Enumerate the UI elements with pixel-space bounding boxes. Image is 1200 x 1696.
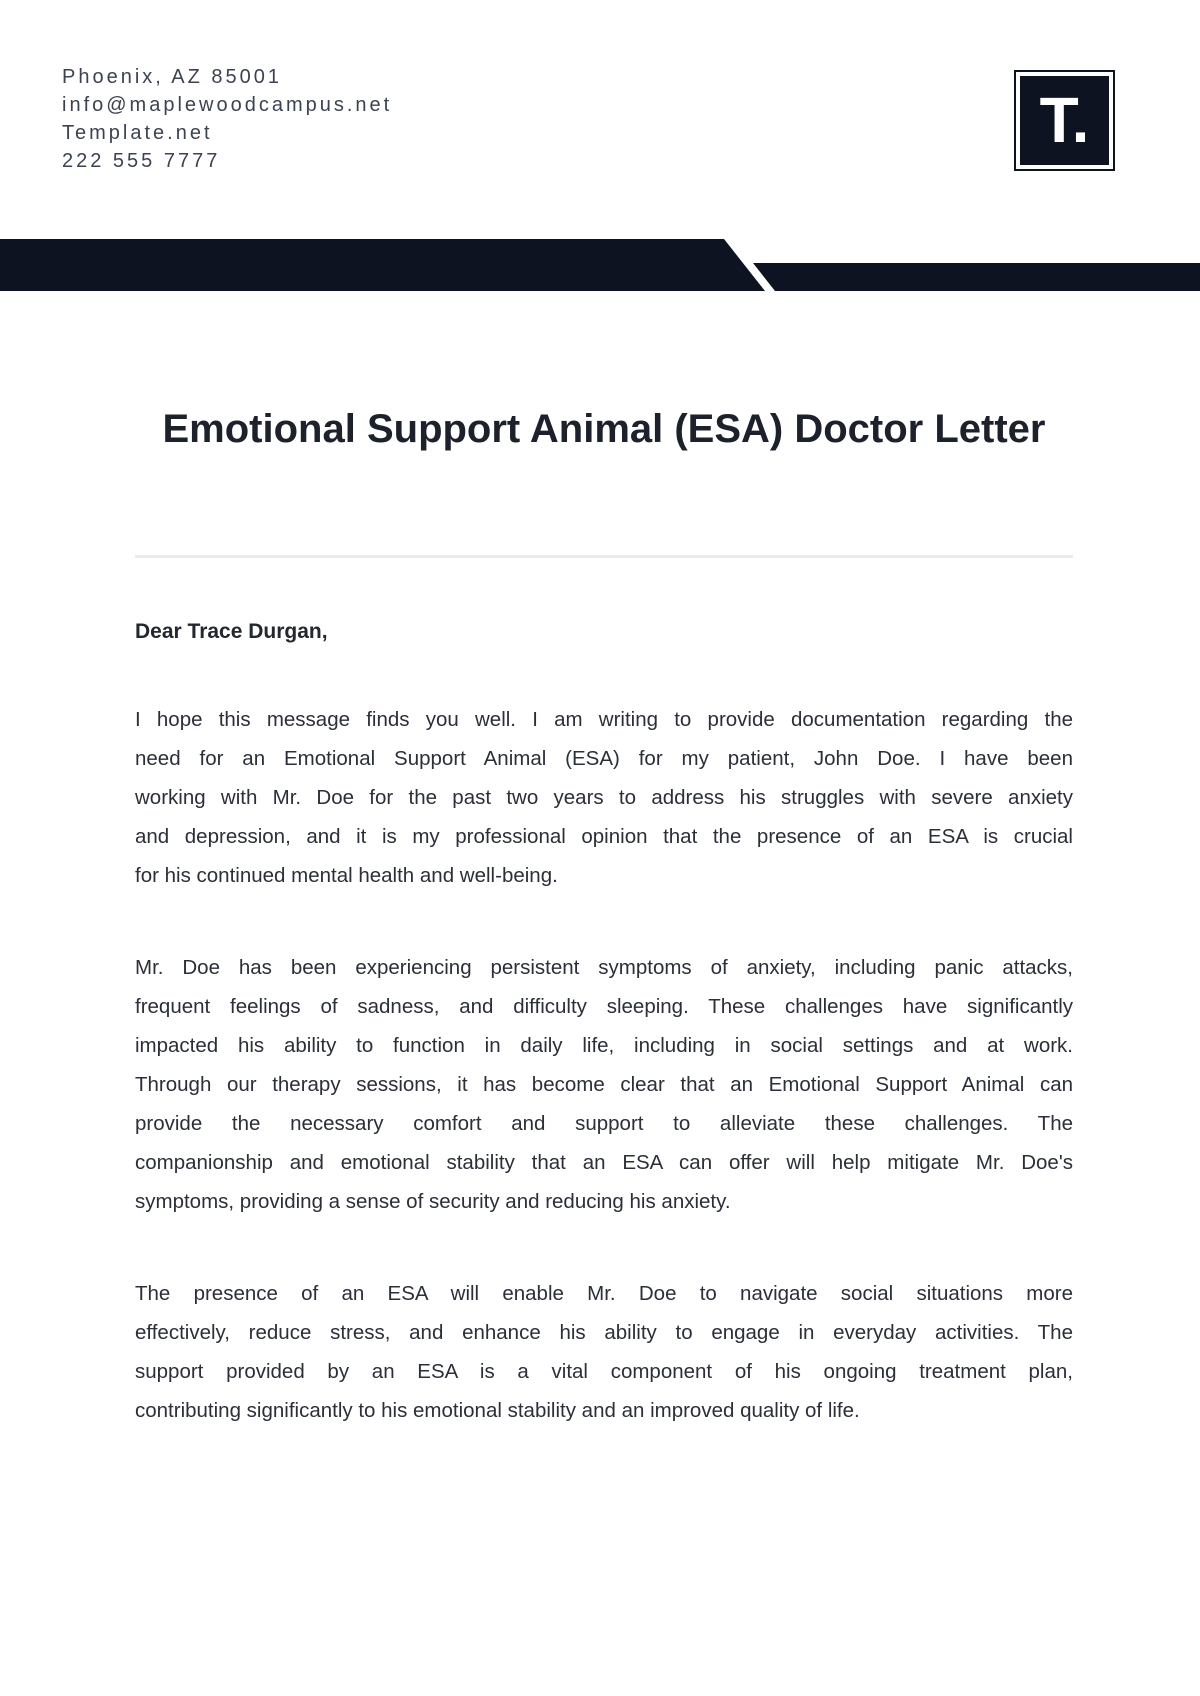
letter-paragraph [135,948,1073,1221]
letter-paragraph [135,700,1073,895]
paragraph-line: need for an Emotional Support Animal (ESA) for my patient, John Doe. I have been [135,747,1073,770]
contact-line: 222 555 7777 [62,150,221,172]
paragraph-line: effectively, reduce stress, and enhance his ability to engage in everyday activities. The [135,1321,1073,1344]
contact-line: info@maplewoodcampus.net [62,94,393,116]
paragraph-line: I hope this message finds you well. I am writing to provide documentation regarding the [135,708,1073,731]
paragraph-line: contributing significantly to his emotional stability and an improved quality of life. [135,1399,860,1422]
paragraph-line: and depression, and it is my professional opinion that the presence of an ESA is crucial [135,825,1073,848]
greeting-line: Dear Trace Durgan, [135,620,328,643]
paragraph-line: The presence of an ESA will enable Mr. Doe to navigate social situations more [135,1282,1073,1305]
letter-paragraph [135,1274,1073,1430]
contact-line: Template.net [62,122,213,144]
paragraph-line: companionship and emotional stability that an ESA can offer will help mitigate Mr. Doe's [135,1151,1073,1174]
page-title-wrap [135,401,1073,458]
paragraph-line: provide the necessary comfort and support to alleviate these challenges. The [135,1112,1073,1135]
template-logo [1014,70,1115,171]
paragraph-line: Mr. Doe has been experiencing persistent symptoms of anxiety, including panic attacks, [135,956,1073,979]
template-logo-letter: T. [1020,76,1109,165]
contact-info [62,63,392,175]
paragraph-line: frequent feelings of sadness, and difficulty sleeping. These challenges have significantly [135,995,1073,1018]
page-title: Emotional Support Animal (ESA) Doctor Letter [162,407,1046,451]
paragraph-line: support provided by an ESA is a vital component of his ongoing treatment plan, [135,1360,1073,1383]
paragraph-line: impacted his ability to function in daily life, including in social settings and at work. [135,1034,1073,1057]
paragraph-line: working with Mr. Doe for the past two years to address his struggles with severe anxiety [135,786,1073,809]
paragraph-line: Through our therapy sessions, it has become clear that an Emotional Support Animal can [135,1073,1073,1096]
title-divider [135,555,1073,558]
header-ribbon-right [753,263,1200,291]
paragraph-line: symptoms, providing a sense of security and reducing his anxiety. [135,1190,731,1213]
contact-line: Phoenix, AZ 85001 [62,66,283,88]
paragraph-line: for his continued mental health and well-being. [135,864,558,887]
header-ribbon-main [0,239,765,291]
